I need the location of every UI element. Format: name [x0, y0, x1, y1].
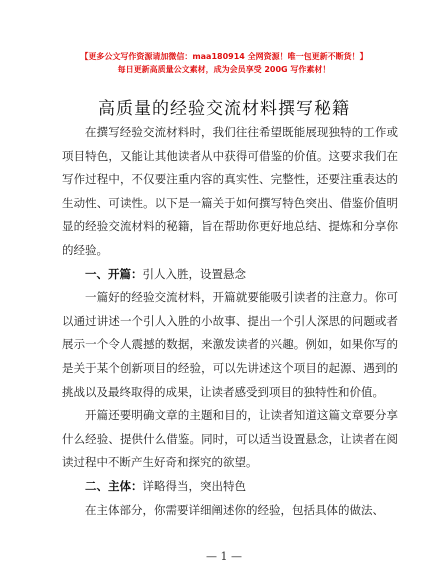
- page-number: — 1 —: [206, 550, 242, 563]
- document-body: [62, 121, 398, 522]
- promo-banner-line1: 【更多公文写作资源请加微信：maa180914 全网资源！唯一包更新不断货！】: [80, 52, 368, 61]
- document-title: 高质量的经验交流材料撰写秘籍: [98, 99, 350, 119]
- section-label-1: 一、开篇：: [85, 266, 143, 281]
- section2-paragraph-1: 在主体部分，你需要详细阐述你的经验，包括具体的做法、: [85, 502, 384, 517]
- section-subtitle-2: 详略得当，突出特色: [142, 478, 246, 493]
- section1-paragraph-2: 开篇还要明确文章的主题和目的，让读者知道这篇文章要分享什么经验、提供什么借鉴。同时，可以适当设置悬念，让读者在阅读过程中不断产生好奇和探究的欲望。: [62, 408, 398, 470]
- section-label-2: 二、主体：: [85, 478, 143, 493]
- intro-paragraph: 在撰写经验交流材料时，我们往往希望既能展现独特的工作或项目特色，又能让其他读者从中获得可借鉴的价值。这要求我们在写作过程中，不仅要注重内容的真实性、完整性，还要注重表达的生动性、可读性。以下是一篇关于如何撰写特色突出、借鉴价值明显的经验交流材料的秘籍，旨在帮助你更好地总结、提炼和分享你的经验。: [62, 125, 398, 257]
- section-subtitle-1: 引人入胜，设置悬念: [142, 266, 246, 281]
- promo-banner-line2: 每日更新高质量公文素材，成为会员享受 200G 写作素材！: [117, 65, 331, 74]
- section-heading-2: [62, 475, 398, 499]
- section1-paragraph-1: 一篇好的经验交流材料，开篇就要能吸引读者的注意力。你可以通过讲述一个引人入胜的小故事、提出一个引人深思的问题或者展示一个令人震撼的数据，来激发读者的兴趣。例如，如果你写的是关于某个创新项目的经验，可以先讲述这个项目的起源、遇到的挑战以及最终取得的成果，让读者感受到项目的独特性和价值。: [62, 290, 398, 399]
- section-heading-1: [62, 263, 398, 287]
